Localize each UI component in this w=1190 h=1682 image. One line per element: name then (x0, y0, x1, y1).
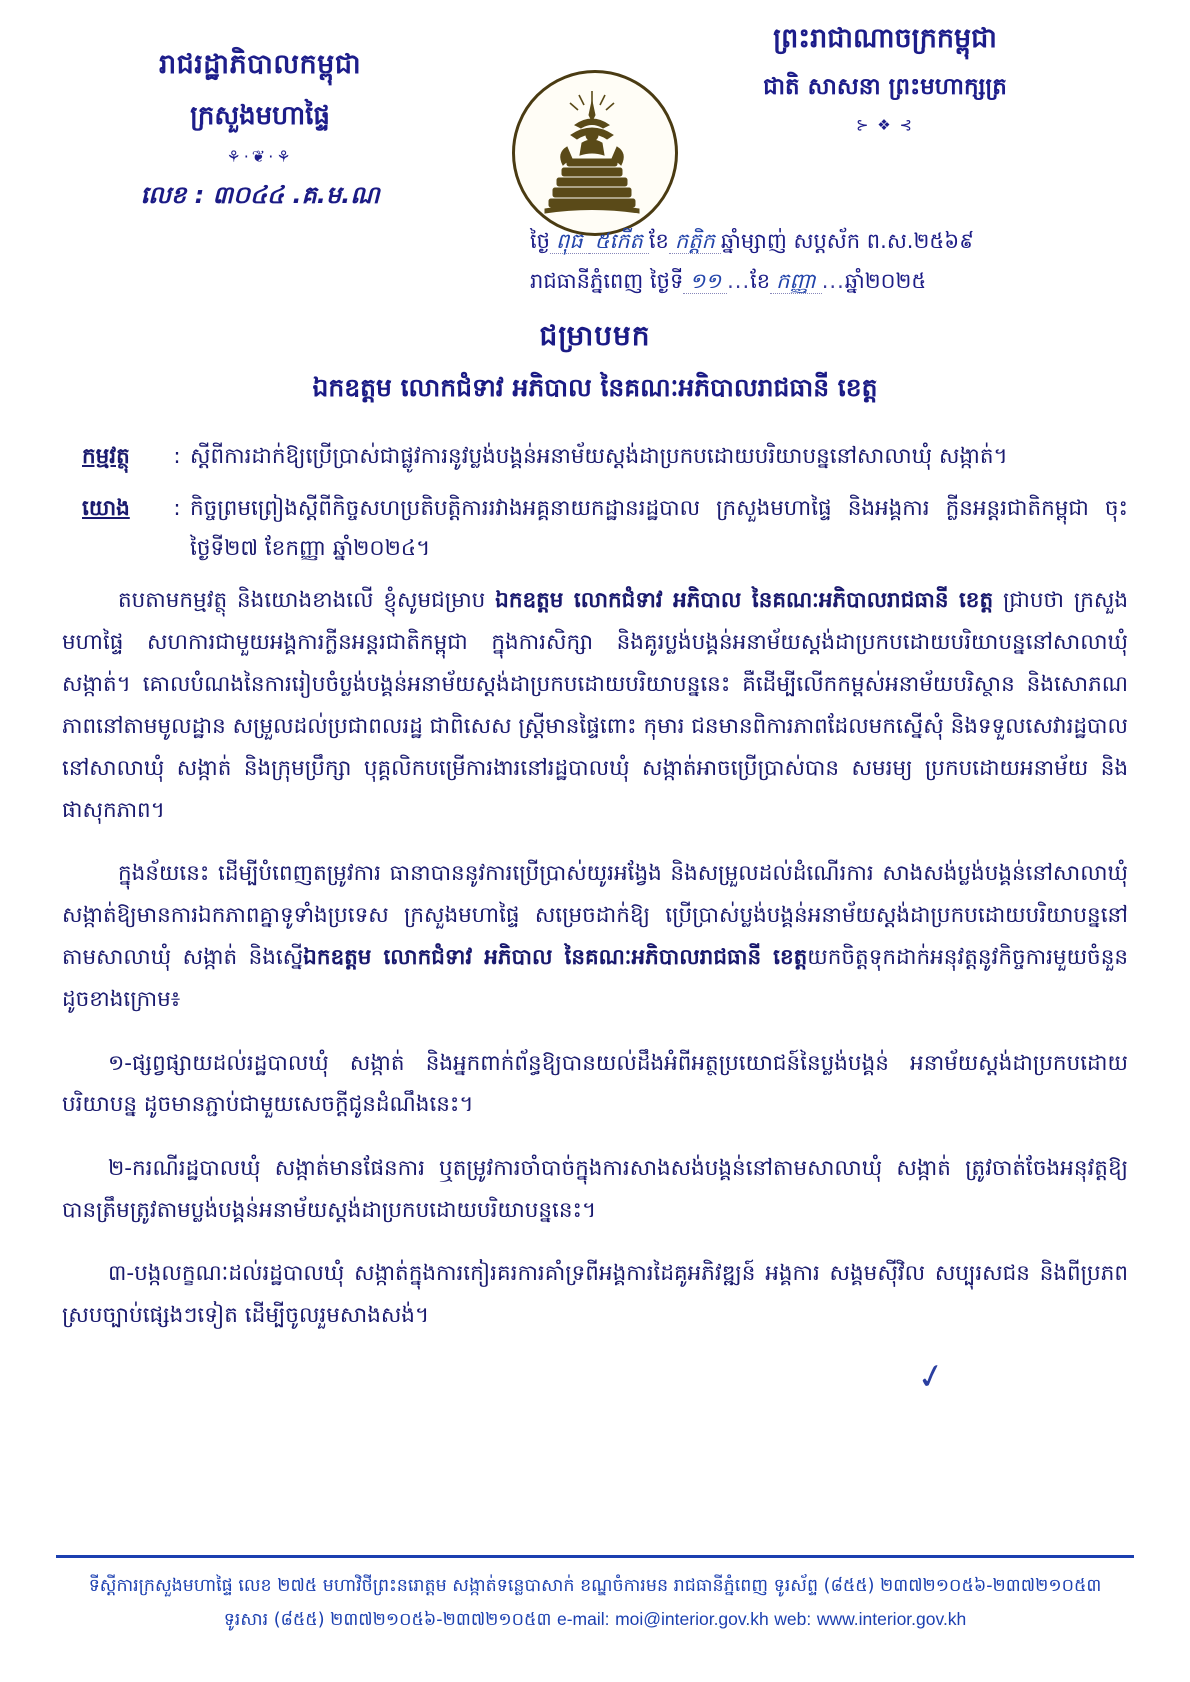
document-header (0, 0, 1190, 310)
footer-web[interactable]: www.interior.gov.kh (816, 1608, 967, 1629)
footer-contact (0, 1603, 1190, 1636)
subject-colon: : (173, 444, 181, 469)
reference-text: កិច្ចព្រមព្រៀងស្ដីពីកិច្ចសហប្រតិបត្តិការរវាងអគ្គនាយកដ្ឋានរដ្ឋបាល ក្រសួងមហាផ្ទៃ និងអង្គការ ក្លីនអន្តរជាតិកម្ពុជា ចុះថ្ងៃទី២៧ ខែកញ្ញា ឆ្នាំ២០២៤។ (190, 495, 1128, 561)
ministry-name: ក្រសួងមហាផ្ទៃ (190, 101, 330, 131)
ornament-divider-right: ⊱ ❖ ⊰ (855, 116, 915, 134)
kingdom-heading (670, 22, 1100, 134)
footer-divider (56, 1555, 1134, 1558)
footer-web-label: web: (774, 1608, 812, 1629)
month-label: ខែ (750, 268, 771, 293)
document-footer (0, 1555, 1190, 1636)
reference-label: យោង (82, 495, 130, 521)
footer-email[interactable]: moi@interior.gov.kh (615, 1608, 769, 1629)
footer-email-label: e-mail: (556, 1608, 610, 1629)
handwritten-lunar-month: កត្តិក (669, 229, 721, 254)
royal-emblem (512, 70, 678, 236)
year-text: ឆ្នាំ២០២៥ (844, 268, 927, 293)
paragraph-item-1: ១-ផ្សព្វផ្សាយដល់រដ្ឋបាលឃុំ សង្កាត់ និងអ្នកពាក់ព័ន្ធឱ្យបានយល់ដឹងអំពីអត្ថប្រយោជន៍នៃប្លង់បង្គន់ អនាម័យស្ដង់ដាប្រកបដោយបរិយាបន្ន ដូចមានភ្ជាប់ជាមួយសេចក្ដីជូនដំណឹងនេះ។ (62, 1050, 1128, 1118)
paragraph-item-2: ២-ករណីរដ្ឋបាលឃុំ សង្កាត់មានផែនការ ឬតម្រូវការចាំបាច់ក្នុងការសាងសង់បង្គន់នៅតាមសាលាឃុំ សង្កាត់ ត្រូវចាត់ចែងអនុវត្តឱ្យបានត្រឹមត្រូវតាមប្លង់បង្គន់អនាម័យស្ដង់ដាប្រកបដោយបរិយាបន្ននេះ។ (62, 1155, 1128, 1223)
subject-row (62, 437, 1128, 477)
date-block (530, 222, 1090, 302)
page-title: ជម្រាបមក (539, 319, 651, 352)
document-number: លេខ : ៣០៤៤ .គ.ម.ណ (140, 181, 380, 209)
government-heading (70, 48, 450, 215)
place-and-day-prefix: រាជធានីភ្នំពេញ ថ្ងៃទី (530, 268, 684, 293)
buddhist-date-line (530, 222, 1090, 262)
title-block (0, 318, 1190, 409)
buddhist-era: ឆ្នាំម្សាញ់ សប្ដស័ក ព.ស.២៥៦៩ (720, 229, 974, 253)
handwritten-lunar-day: ៥កើត (589, 229, 649, 254)
signature-mark: ✓ (912, 1354, 949, 1400)
reference-row (62, 489, 1128, 569)
paragraph-2: ក្នុងន័យនេះ ដើម្បីបំពេញតម្រូវការ ធានាបាននូវការប្រើប្រាស់យូរអង្វែង និងសម្រួលដល់ដំណើរការ សាងសង់ប្លង់បង្គន់នៅសាលាឃុំ សង្កាត់ឱ្យមានការឯកភាពគ្នាទូទាំងប្រទេស ក្រសួងមហាផ្ទៃ សម្រេចដាក់ឱ្យ ប្រើប្រាស់ប្លង់បង្គន់អនាម័យស្ដង់ដាប្រកបដោយបរិយាបន្ននៅតាមសាលាឃុំ សង្កាត់ និងស្នើឯកឧត្តម លោកជំទាវ អភិបាល នៃគណៈអភិបាលរាជធានី ខេត្តយកចិត្តទុកដាក់អនុវត្តនូវកិច្ចការមួយចំនួន ដូចខាងក្រោម៖ (62, 861, 1128, 1013)
reference-colon: : (173, 495, 181, 521)
government-name: រាជរដ្ឋាភិបាលកម្ពុជា (158, 49, 362, 80)
gregorian-date-line: រាជធានីភ្នំពេញ ថ្ងៃទី ១១ ...ខែ កញ្ញា ...ឆ្នាំ២០២៥ (530, 268, 927, 293)
paragraph-1: តបតាមកម្មវត្ថុ និងយោងខាងលើ ខ្ញុំសូមជម្រាប ឯកឧត្តម លោកជំទាវ អភិបាល នៃគណៈអភិបាលរាជធានី ខេត្ត ជ្រាបថា ក្រសួងមហាផ្ទៃ សហការជាមួយអង្គការក្លីនអន្តរជាតិកម្ពុជា ក្នុងការសិក្សា និងគូរប្លង់បង្គន់អនាម័យស្ដង់ដាប្រកបដោយបរិយាបន្ននៅសាលាឃុំ សង្កាត់។ គោលបំណងនៃការរៀបចំប្លង់បង្គន់អនាម័យស្ដង់ដាប្រកបដោយបរិយាបន្ននេះ គឺដើម្បីលើកកម្ពស់អនាម័យបរិស្ថាន និងសោភណភាពនៅតាមមូលដ្ឋាន សម្រួលដល់ប្រជាពលរដ្ឋ ជាពិសេស ស្ត្រីមានផ្ទៃពោះ កុមារ ជនមានពិការភាពដែលមកស្នើសុំ និងទទួលសេវារដ្ឋបាល នៅសាលាឃុំ សង្កាត់ និងក្រុមប្រឹក្សា បុគ្គលិកបម្រើការងារនៅរដ្ឋបាលឃុំ សង្កាត់អាចប្រើប្រាស់បាន សមរម្យ ប្រកបដោយអនាម័យ និងផាសុកភាព។ (62, 588, 1128, 823)
handwritten-month: កញ្ញា (770, 269, 822, 294)
addressee-line: ឯកឧត្តម លោកជំទាវ អភិបាល នៃគណៈអភិបាលរាជធានី ខេត្ត (312, 373, 878, 402)
paragraph-item-3: ៣-បង្កលក្ខណៈដល់រដ្ឋបាលឃុំ សង្កាត់ក្នុងការកៀរគរការគាំទ្រពីអង្គការដៃគូអភិវឌ្ឍន៍ អង្គការ សង្គមស៊ីវិល សប្បុរសជន និងពីប្រភពស្របច្បាប់ផ្សេងៗទៀត ដើម្បីចូលរួមសាងសង់។ (62, 1261, 1128, 1329)
footer-address: ទីស្ដីការក្រសួងមហាផ្ទៃ លេខ ២៧៥ មហាវិថីព្រះនរោត្តម សង្កាត់ទន្លេបាសាក់ ខណ្ឌចំការមន រាជធានីភ្នំពេញ ទូរស័ព្ទ (៨៥៥) ២៣៧២១០៥៦-២៣៧២១០៥៣ (88, 1576, 1102, 1597)
meta-section (0, 437, 1190, 568)
date-prefix: ថ្ងៃ (530, 229, 550, 253)
subject-label: កម្មវត្ថុ (82, 444, 130, 469)
handwritten-day: ១១ (683, 269, 727, 294)
kingdom-name: ព្រះរាជាណាចក្រកម្ពុជា (773, 23, 997, 54)
royal-emblem-icon (515, 73, 669, 227)
ornament-divider-left: ⚘·❦·⚘ (226, 147, 294, 166)
footer-fax: ទូរសារ (៨៥៥) ២៣៧២១០៥៦-២៣៧២១០៥៣ (223, 1609, 552, 1630)
subject-text: ស្ដីពីការដាក់ឱ្យប្រើប្រាស់ជាផ្លូវការនូវប្លង់បង្គន់អនាម័យស្ដង់ដាប្រកបដោយបរិយាបន្ននៅសាលាឃុំ សង្កាត់។ (190, 444, 1008, 469)
date-month-label: ខែ (648, 229, 669, 253)
national-motto: ជាតិ សាសនា ព្រះមហាក្សត្រ (763, 74, 1007, 100)
handwritten-weekday: ពុធ (550, 229, 589, 254)
document-body (0, 580, 1190, 1337)
